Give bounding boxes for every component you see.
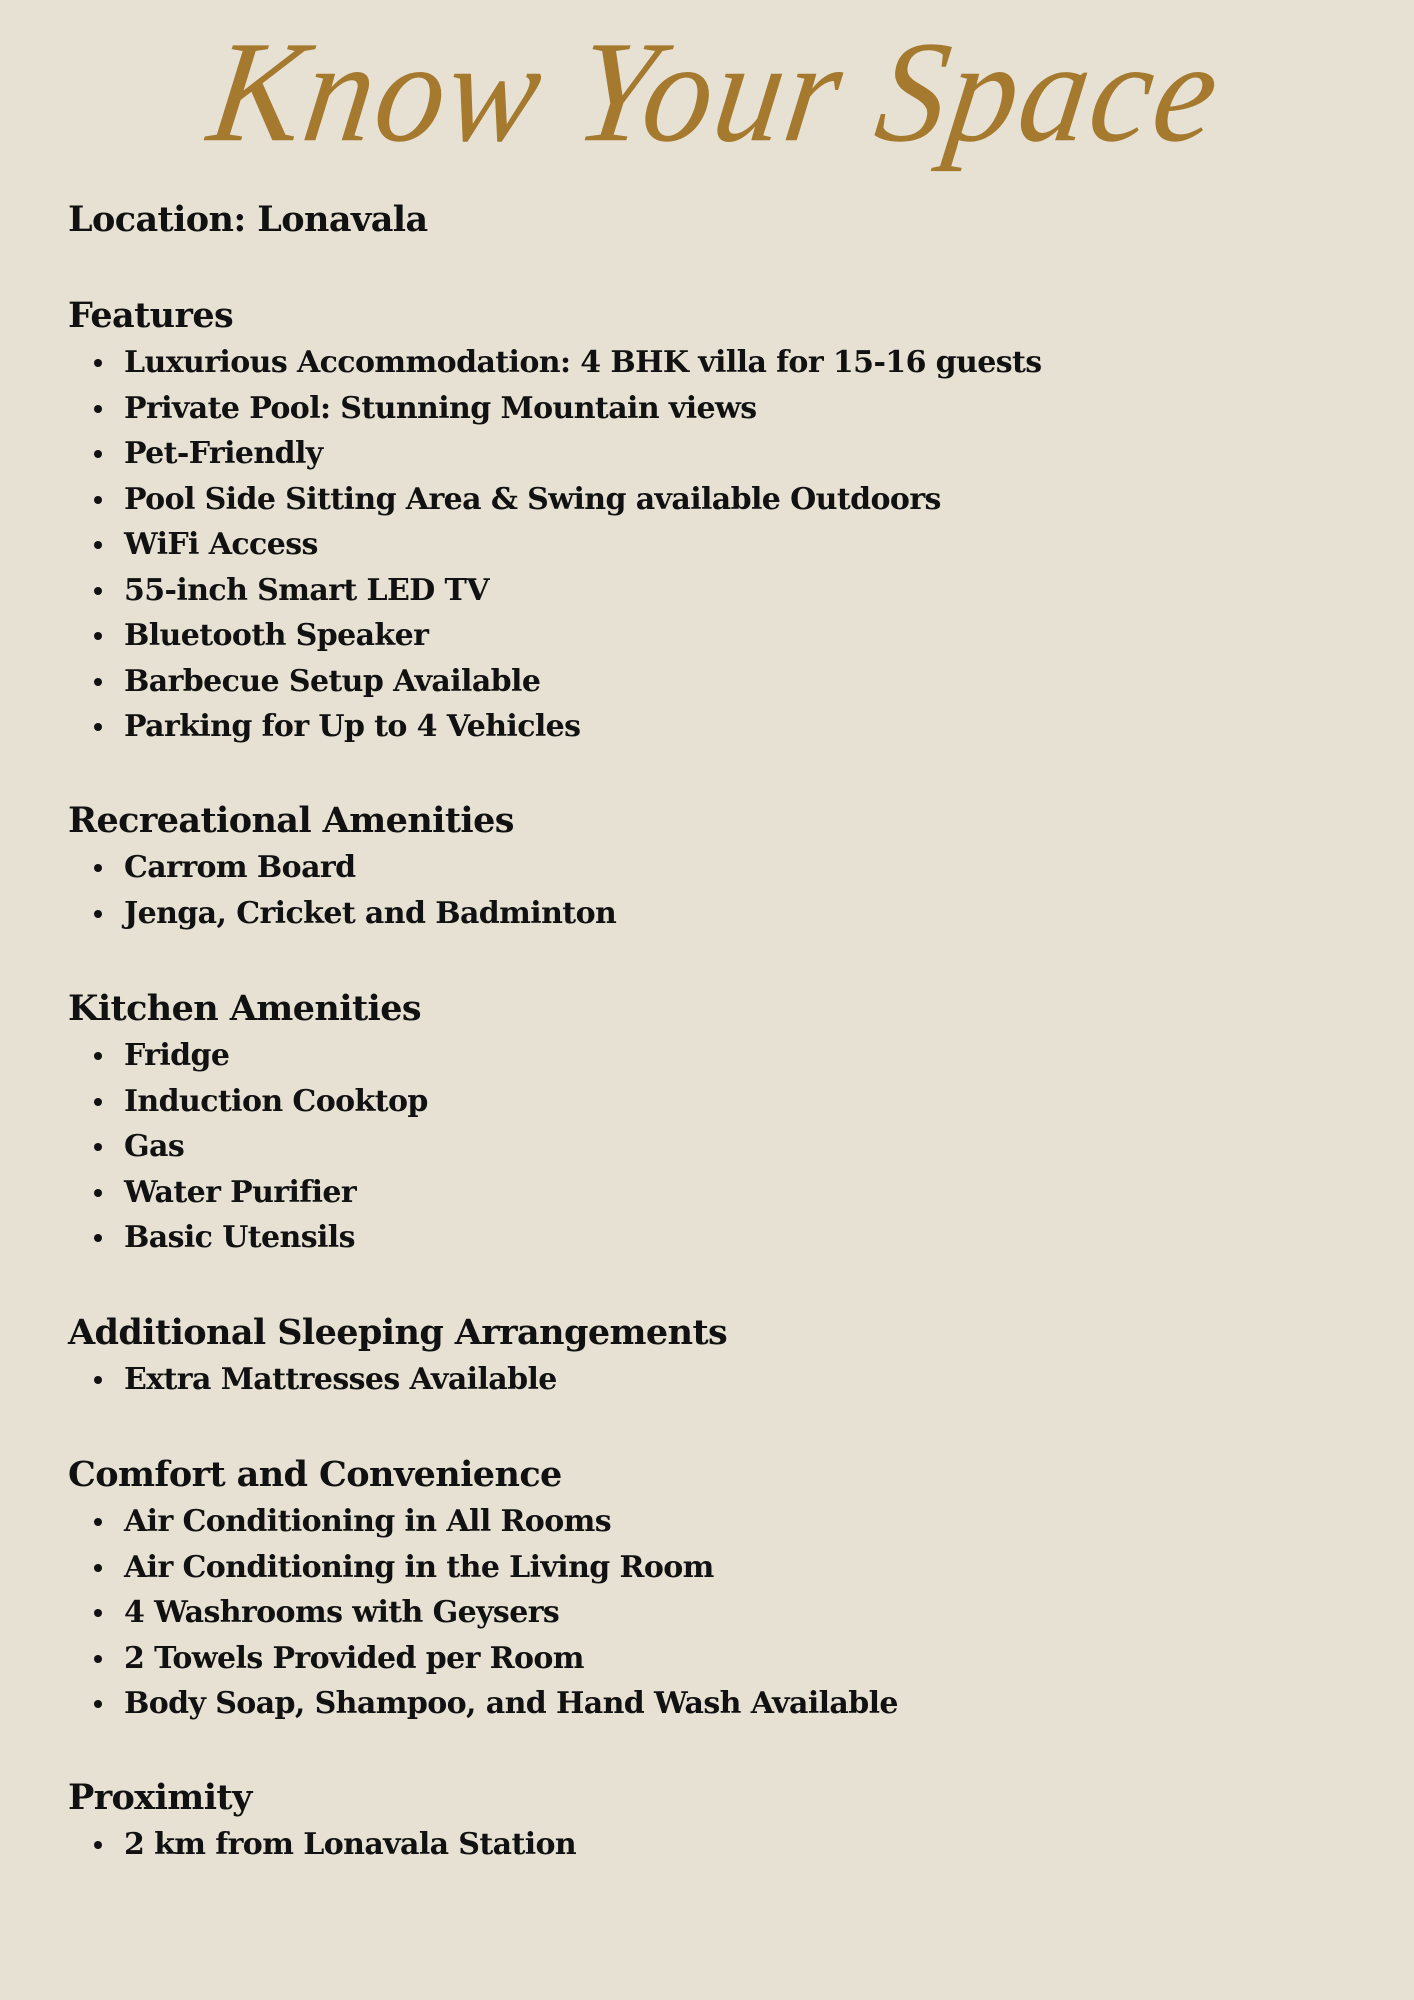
list-item xyxy=(68,1681,1368,1727)
list-item xyxy=(68,704,1368,750)
section-heading: Proximity xyxy=(68,1777,252,1818)
list-item xyxy=(68,1499,1368,1545)
list-item-text: 55-inch Smart LED TV xyxy=(124,572,489,608)
bullet-dot xyxy=(94,496,102,504)
kitchen-list xyxy=(68,1033,1368,1261)
list-item-text: Extra Mattresses Available xyxy=(124,1362,557,1397)
list-item xyxy=(68,386,1368,432)
list-item-text: WiFi Access xyxy=(124,527,318,562)
list-item-text: Jenga, Cricket and Badminton xyxy=(124,895,617,931)
recreational-list xyxy=(68,845,1368,936)
bullet-dot xyxy=(94,405,102,413)
comfort-list xyxy=(68,1499,1368,1727)
bullet-dot xyxy=(94,1052,102,1060)
bullet-dot xyxy=(94,1564,102,1572)
bullet-dot xyxy=(94,1655,102,1663)
section-kitchen-amenities xyxy=(68,985,1368,1261)
bullet-dot xyxy=(94,1234,102,1242)
bullet-dot xyxy=(94,632,102,640)
list-item xyxy=(68,613,1368,659)
list-item xyxy=(68,1170,1368,1216)
list-item xyxy=(68,659,1368,705)
list-item-text: 2 Towels Provided per Room xyxy=(124,1640,584,1676)
section-heading: Features xyxy=(68,295,234,336)
bullet-dot xyxy=(94,678,102,686)
list-item xyxy=(68,1636,1368,1682)
list-item xyxy=(68,477,1368,523)
list-item-text: Gas xyxy=(124,1129,185,1164)
list-item-text: Pool Side Sitting Area & Swing available Outdoors xyxy=(124,481,941,517)
section-features xyxy=(68,292,1368,750)
section-heading: Kitchen Amenities xyxy=(68,988,421,1029)
bullet-dot xyxy=(94,359,102,367)
list-item xyxy=(68,1357,1368,1403)
bullet-dot xyxy=(94,1189,102,1197)
section-heading: Recreational Amenities xyxy=(68,800,514,841)
bullet-dot xyxy=(94,541,102,549)
list-item-text: Fridge xyxy=(124,1038,230,1073)
page-title: Know Your Space xyxy=(200,11,1230,172)
list-item-text: Air Conditioning in the Living Room xyxy=(124,1549,714,1585)
section-additional-sleeping xyxy=(68,1309,1368,1403)
bullet-dot xyxy=(94,587,102,595)
proximity-list xyxy=(68,1822,1368,1868)
list-item-text: Pet-Friendly xyxy=(124,436,323,471)
list-item-text: Water Purifier xyxy=(124,1174,357,1210)
list-item xyxy=(68,1545,1368,1591)
bullet-dot xyxy=(94,1841,102,1849)
section-recreational-amenities xyxy=(68,797,1368,936)
location-heading: Location: Lonavala xyxy=(68,199,428,240)
list-item-text: Barbecue Setup Available xyxy=(124,663,541,699)
list-item xyxy=(68,568,1368,614)
list-item xyxy=(68,1033,1368,1079)
section-comfort-convenience xyxy=(68,1451,1368,1727)
section-proximity xyxy=(68,1774,1368,1868)
list-item xyxy=(68,1822,1368,1868)
list-item xyxy=(68,1590,1368,1636)
list-item-text: Carrom Board xyxy=(124,850,356,885)
list-item-text: Body Soap, Shampoo, and Hand Wash Available xyxy=(124,1686,898,1721)
section-heading: Additional Sleeping Arrangements xyxy=(68,1312,728,1353)
list-item-text: 2 km from Lonavala Station xyxy=(124,1827,577,1862)
list-item-text: Induction Cooktop xyxy=(124,1083,428,1119)
features-list xyxy=(68,340,1368,750)
bullet-dot xyxy=(94,1143,102,1151)
list-item-text: Parking for Up to 4 Vehicles xyxy=(124,709,581,744)
list-item-text: Luxurious Accommodation: 4 BHK villa for 15-16 guests xyxy=(124,345,1042,380)
list-item xyxy=(68,431,1368,477)
bullet-dot xyxy=(94,1609,102,1617)
list-item xyxy=(68,522,1368,568)
bullet-dot xyxy=(94,723,102,731)
bullet-dot xyxy=(94,1518,102,1526)
bullet-dot xyxy=(94,1098,102,1106)
list-item-text: Air Conditioning in All Rooms xyxy=(124,1504,612,1539)
bullet-dot xyxy=(94,1700,102,1708)
list-item xyxy=(68,1079,1368,1125)
list-item-text: Basic Utensils xyxy=(124,1220,355,1255)
list-item xyxy=(68,1215,1368,1261)
section-heading: Comfort and Convenience xyxy=(68,1454,562,1495)
list-item xyxy=(68,845,1368,891)
list-item-text: 4 Washrooms with Geysers xyxy=(124,1595,560,1630)
list-item xyxy=(68,1124,1368,1170)
list-item xyxy=(68,340,1368,386)
list-item xyxy=(68,891,1368,937)
bullet-dot xyxy=(94,864,102,872)
list-item-text: Bluetooth Speaker xyxy=(124,618,429,653)
list-item-text: Private Pool: Stunning Mountain views xyxy=(124,390,757,426)
bullet-dot xyxy=(94,1376,102,1384)
sleeping-list xyxy=(68,1357,1368,1403)
bullet-dot xyxy=(94,450,102,458)
page-title-area xyxy=(0,0,1414,200)
bullet-dot xyxy=(94,910,102,918)
